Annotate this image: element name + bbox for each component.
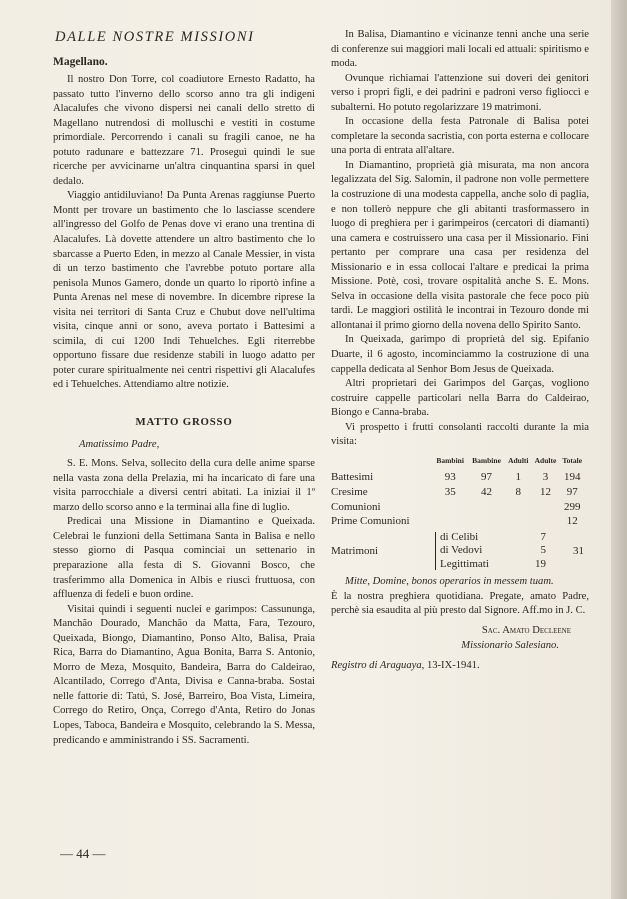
matrimoni-label: Matrimoni [331,544,379,557]
list-item [440,544,546,558]
table-header: Totale [562,455,583,465]
row-label: Comunioni [331,500,381,513]
table-cell [468,500,505,515]
table-cell: 12 [539,485,551,498]
table-cell: 35 [444,485,456,498]
table-cell: 1 [515,471,522,484]
signature-block [331,623,589,653]
matto-grosso-heading: MATTO GROSSO [135,416,233,429]
closing-paragraph: È la nostra preghiera quotidiana. Pregate, amato Padre, perchè sia esaudita al più presto dal Signore. Aff.mo in J. C. [331,590,589,617]
right-column [331,28,589,673]
matto-paragraph-3: Visitai quindi i seguenti nuclei e garimpos: Cassununga, Manchão Dourado, Manchão da Matta, Fara, Tezouro, Queixada, Biongo, Diamantino, Ponso Alto, Balisa, Praia Rica, Barra do Diamantino, Agua Bonita, Barra S. Antonio, Morro de Meza, Mosquito, Bandeira, Barra do Caldeirao, Alcantilado, Corrego d'Anta, Divisa e Canna-braba. Sostai nelle fattorie di: Tatú, S. José, Barreiro, Boa Vista, Limeira, Corrego do Retiro, Onça, Corrego d'Anta, Retiro do Jonas Lopes, Taboca, Bandeira e Mosquito, celebrando la S. Messa, predicando e amministrando i SS. Sacramenti. [53,603,315,746]
matto-paragraph-6: In occasione della festa Patronale di Balisa potei completare la seconda sacristia, con porta esterna e collocare una porta di entrata all'altare. [331,116,589,157]
table-cell [432,500,468,515]
item-label: di Celibi [440,530,479,543]
table-cell: 299 [563,500,581,513]
matto-paragraph-5: Ovunque richiamai l'attenzione sui doveri dei genitori verso i propri figli, e dei padrini e padroni verso figlioccì e subalterni. Ho potuto regolarizzare 19 matrimoni. [331,72,589,113]
magellano-heading: Magellano. [53,56,108,68]
left-column [53,28,315,748]
matto-paragraph-2: Predicai una Missione in Diamantino e Queixada. Celebrai le funzioni della Settimana Santa in Balisa e nello stesso giorno di Pasqua cominciai un settenario in preparazione alla festa di S. Giovanni Bosco, che trasferimmo alla Domenica in Albis e riuscì fruttuosa, con affluenza di fedeli e buon ordine. [53,516,315,601]
table-row [331,500,585,515]
item-value: 5 [540,544,546,557]
matrimoni-breakdown [440,531,546,572]
page-number: — 44 — [60,846,106,861]
matto-paragraph-4: In Balisa, Diamantino e vicinanze tenni anche una serie di conferenze sui maggiori mali locali ed attuali: spiritismo e moda. [331,29,590,70]
signer-role: Missionario Salesiano. [461,639,559,651]
table-row [331,485,585,500]
table-cell: 97 [481,471,493,484]
statistics-table [331,454,585,529]
brace-mark [435,532,436,570]
table-cell [505,500,531,515]
matto-paragraph-1: S. E. Mons. Selva, sollecito della cura delle anime sparse nella vasta zona della Prelazia, mi ha incaricato di fare una visita parrocchiale a diversi centri abitati. La iniziai il 1º marzo dello scorso anno e la terminai alla fine di luglio. [53,458,315,513]
table-header: Adulti [508,455,529,465]
magellano-paragraph-2: Viaggio antidiluviano! Da Punta Arenas raggiunse Puerto Montt per trovare un bastimento che lo lasciasse scendere all'ingresso del Golfo de Penas dove vi erano una trentina di Alacalufes. Là dovette attendere un altro bastimento che lo sbarcasse a Puerto Eden, in mezzo al Canale Messier, in vista di un terzo bastimento che l'avrebbe potuto portare alla penisola Munos Gamero, donde un quarto lo riportò infine a Punta Arenas nel mese di novembre. In dicembre riprese la visita nei territori di Santa Cruz e Chubut dove nell'ultima visita, cinque anni or sono, aveva portato i Battesimi a scimila, di cui 1200 Indi Tehuelches. Egli riterrebbe opportuno fissare due residenze stabili in luogo adatto per poter curare spiritualmente nei centri rispettivi gli Alacalufes ed i Tehuelches. Attendiamo altre notizie. [53,190,315,391]
matrimoni-total: 31 [573,544,584,557]
signer-name: Sac. Amato Decleene [481,624,571,636]
matto-paragraph-9: Altri proprietari dei Garimpos del Garças, vogliono costruire cappelle particolari nella Barra do Caldeirao, Biongo e Canna-braba. [331,378,589,419]
row-label: Prime Comunioni [331,515,410,528]
table-header-empty [331,454,432,471]
table-cell: 3 [542,471,549,484]
row-label: Cresime [331,485,368,498]
list-item [440,531,546,545]
table-cell: 42 [481,485,493,498]
list-item [440,558,546,572]
matto-paragraph-7: In Diamantino, proprietà già misurata, ma non ancora legalizzata del Sig. Salomin, il padrone non volle permettere la costruzione di una modesta cappella, anche solo di paglia, e non tollerò neppure che gli abitanti trasformassero in luogo di preghiera per i garimpeiros (cercatori di diamanti) una camera e costruissero una casa per il Missionario. Fini pertanto per comprare una casa per residenza del Missionario e in essa collocai l'altare e predicai la prima Missione. Potè, così, trovare ospitalità anche S. E. Mons. Selva in occasione della visita pastorale che fece poco più tardi. Le maggiori ostilità le incontrai in Tezouro donde mi allontanai il primo giorno della novena dello Spirito Santo. [331,159,589,331]
table-cell [505,514,531,529]
book-gutter [611,0,627,899]
table-cell: 97 [566,485,578,498]
table-cell: 93 [444,471,456,484]
page-title: DALLE NOSTRE MISSIONI [55,29,255,45]
table-row [331,514,585,529]
matrimoni-block [331,531,589,572]
table-header: Bambini [436,455,464,465]
table-cell: 8 [515,485,522,498]
table-cell [432,514,468,529]
letter-salutation: Amatissimo Padre, [79,438,160,450]
table-row [331,470,585,485]
place-date-line [331,659,589,674]
table-header: Adulte [534,455,557,465]
letter-date: 13-IX-1941. [426,659,480,671]
table-header-row [331,454,585,471]
matto-paragraph-8: In Queixada, garimpo di proprietà del sig. Epifanio Duarte, il 6 agosto, incominciammo la costruzione di una cappella dedicata al Senhor Bom Jesus de Queixada. [331,334,589,375]
place-name: Registro di Araguaya, [331,659,425,671]
latin-motto: Mitte, Domine, bonos operarios in messem tuam. [345,576,554,588]
item-label: di Vedovi [440,544,483,557]
row-label: Battesimi [331,471,374,484]
table-cell [468,514,505,529]
table-cell: 194 [563,471,581,484]
matto-paragraph-10: Vi prospetto i frutti consolanti raccolti durante la mia visita: [331,421,589,448]
magellano-paragraph-1: Il nostro Don Torre, col coadiutore Ernesto Radatto, ha passato tutto l'inverno dello scorso anno tra gli indigeni Alacalufes che vivono dispersi nei canali dello stretto di Magellano nutrendosi di molluschi e vestiti in costume primordiale. Percorrendo i canali su fragili canoe, ne ha potuto radunare e battezzare 71. Proseguì quindi le sue ricerche per avvicinarne un'altra cinquantina sparsi in quel dedalo. [53,74,315,187]
item-value: 19 [535,557,546,570]
table-cell: 12 [566,515,578,528]
table-cell [531,500,559,515]
table-header: Bambine [472,455,501,465]
table-cell [531,514,559,529]
item-value: 7 [540,530,546,543]
item-label: Legittimati [440,557,489,570]
